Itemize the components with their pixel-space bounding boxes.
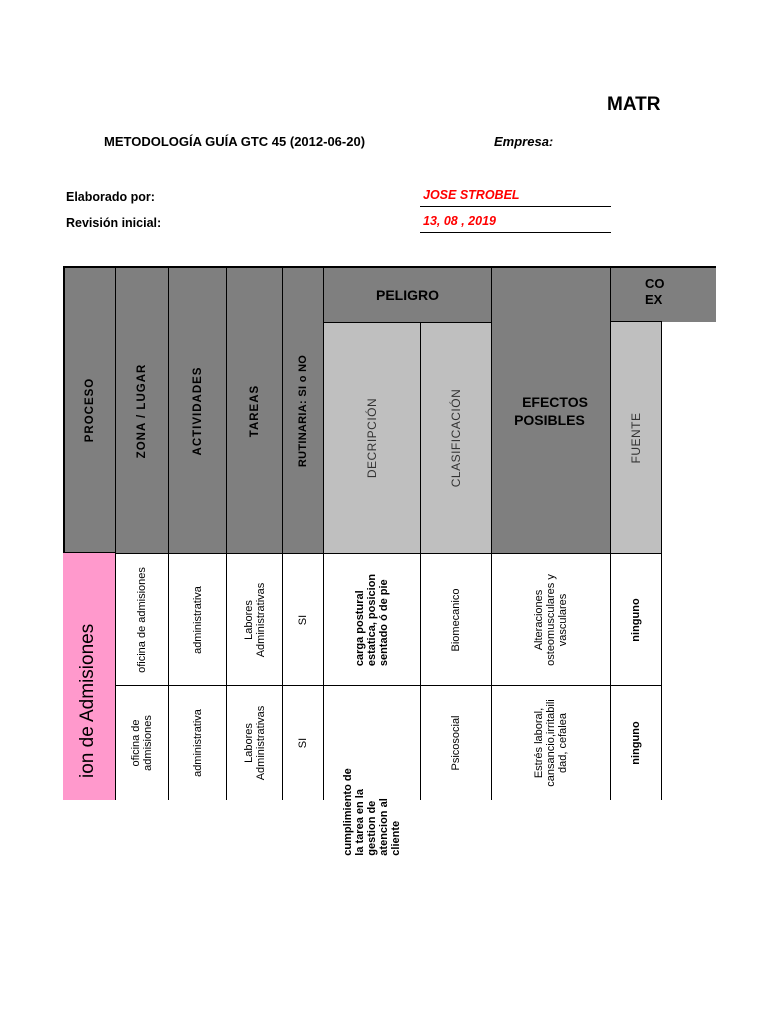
header-rutinaria-label: RUTINARIA: SI o NO (297, 354, 309, 467)
header-peligro (323, 266, 492, 323)
row2-efectos-line2: cansancio,irritabili (545, 699, 557, 787)
header-fuente (610, 321, 662, 554)
row1-efectos-line3: vasculares (557, 593, 569, 646)
row2-tarea-line1: Labores (242, 723, 255, 763)
header-proceso-label: PROCESO (84, 377, 96, 443)
row2-efectos-line1: Estrés laboral, (533, 707, 545, 779)
row1-actividad-text: administrativa (191, 585, 204, 654)
row1-rutinaria-text: SI (297, 614, 309, 625)
elaborado-label: Elaborado por: (66, 190, 155, 204)
row2-rutinaria (282, 685, 324, 800)
header-efectos-label (514, 393, 588, 429)
row1-tarea-text (243, 582, 267, 657)
row1-tarea (226, 553, 283, 686)
header-controles-line2: EX (645, 292, 663, 307)
row2-descripcion-text (342, 768, 402, 855)
row1-descripcion-text (354, 573, 390, 665)
process-cell (63, 553, 116, 800)
row2-clasificacion-text: Psicosocial (450, 715, 462, 771)
header-rutinaria (282, 266, 324, 554)
document-title: MATR (607, 94, 661, 115)
process-name: ion de Admisiones (77, 623, 98, 778)
header-tareas (226, 266, 283, 554)
row1-zona-text: oficina de admisiones (136, 566, 148, 673)
elaborado-value[interactable]: JOSE STROBEL (420, 188, 611, 207)
row1-clasificacion (420, 553, 492, 686)
row2-zona-line1: oficina de (130, 719, 142, 767)
row2-descripcion (323, 685, 421, 856)
header-descripcion (323, 322, 421, 554)
row2-zona-text (130, 715, 154, 771)
header-zona (115, 266, 169, 554)
header-controles-line1: CO (645, 276, 665, 291)
row2-descripcion-line5: cliente (390, 820, 402, 856)
row2-zona-line2: admisiones (142, 715, 154, 771)
revision-label: Revisión inicial: (66, 216, 162, 230)
row2-fuente-text: ninguno (630, 721, 642, 765)
row2-tarea (226, 685, 283, 800)
row1-efectos (491, 553, 611, 686)
row1-clasificacion-text: Biomecanico (450, 588, 462, 651)
row1-fuente-text: ninguno (630, 597, 642, 642)
row1-actividad (168, 553, 227, 686)
row2-efectos-line3: dad, cefalea (557, 713, 569, 773)
row1-efectos-text (533, 574, 569, 666)
header-clasificacion (420, 322, 492, 554)
row2-descripcion-line1: cumplimiento de (342, 768, 354, 856)
methodology-label: METODOLOGÍA GUÍA GTC 45 (2012-06-20) (104, 134, 366, 149)
row2-fuente (610, 685, 662, 800)
row2-descripcion-line2: la tarea en la (354, 789, 366, 856)
header-peligro-label: PELIGRO (375, 287, 439, 303)
revision-value[interactable]: 13, 08 , 2019 (420, 214, 611, 233)
row1-efectos-line1: Alteraciones (533, 589, 545, 650)
header-actividades (168, 266, 227, 554)
header-clasificacion-label: CLASIFICACIÓN (449, 388, 463, 488)
row1-tarea-line2: Administrativas (254, 582, 267, 657)
header-zona-label: ZONA / LUGAR (136, 363, 148, 458)
row2-tarea-text (243, 706, 267, 781)
row2-actividad (168, 685, 227, 800)
header-proceso (63, 266, 116, 554)
header-actividades-label: ACTIVIDADES (191, 366, 204, 455)
header-fuente-label: FUENTE (629, 412, 643, 463)
row2-clasificacion (420, 685, 492, 800)
row2-efectos (491, 685, 611, 800)
row2-actividad-text: administrativa (191, 709, 204, 777)
row2-descripcion-line4: atencion al (378, 798, 390, 856)
row1-efectos-line2: osteomusculares y (545, 573, 557, 666)
row1-tarea-line1: Labores (242, 599, 255, 640)
row1-descripcion-line2: estatica, posicion (366, 573, 378, 666)
row2-descripcion-line3: gestion de (366, 800, 378, 856)
row1-descripcion-line1: carga postural (354, 589, 366, 666)
row2-tarea-line2: Administrativas (254, 705, 267, 781)
row2-zona (115, 685, 169, 800)
header-efectos-line1: EFECTOS (522, 393, 588, 410)
row1-rutinaria (282, 553, 324, 686)
row1-fuente (610, 553, 662, 686)
header-descripcion-label: DECRIPCIÓN (365, 397, 379, 479)
row1-zona (115, 553, 169, 686)
row1-descripcion-line3: sentado ó de pie (378, 578, 390, 666)
header-controles (610, 266, 716, 322)
header-tareas-label: TAREAS (248, 384, 261, 437)
row2-efectos-text (533, 699, 569, 786)
header-efectos-line2: POSIBLES (514, 411, 585, 428)
header-controles-label (645, 276, 665, 308)
header-efectos (491, 266, 611, 554)
row1-descripcion (323, 553, 421, 686)
empresa-label: Empresa: (494, 134, 554, 149)
row2-rutinaria-text: SI (297, 737, 309, 749)
